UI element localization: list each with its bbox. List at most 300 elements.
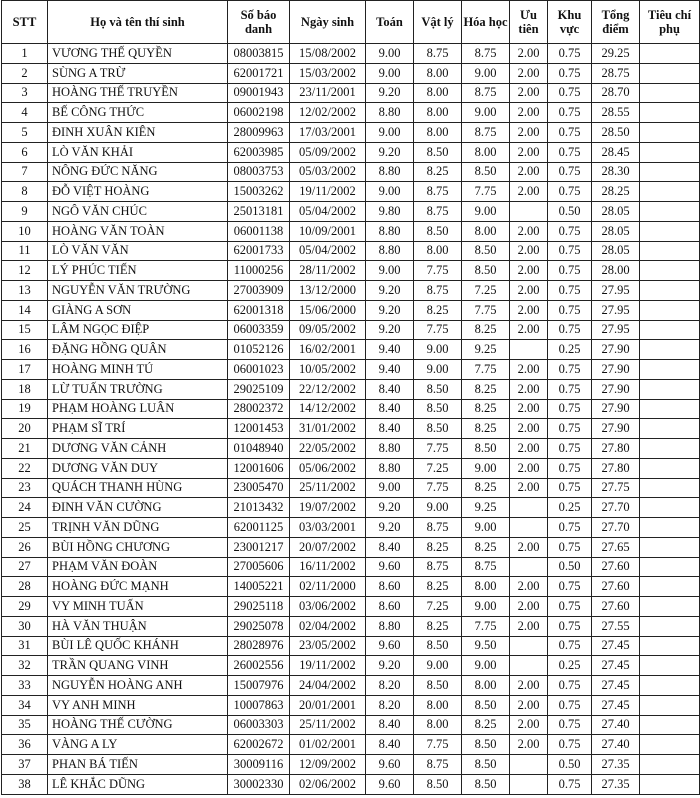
cell-khuvuc: 0.50 bbox=[548, 755, 592, 775]
header-dob: Ngày sinh bbox=[290, 1, 366, 44]
cell-name: VÀNG A LY bbox=[48, 735, 228, 755]
cell-toan: 9.00 bbox=[366, 63, 414, 83]
cell-tongdiem: 28.05 bbox=[592, 221, 640, 241]
cell-dob: 31/01/2002 bbox=[290, 419, 366, 439]
cell-sbd: 21013432 bbox=[228, 498, 290, 518]
cell-name: TRỊNH VĂN DŨNG bbox=[48, 518, 228, 538]
cell-hoahoc: 8.50 bbox=[462, 735, 510, 755]
cell-toan: 9.00 bbox=[366, 478, 414, 498]
cell-dob: 28/11/2002 bbox=[290, 261, 366, 281]
cell-tongdiem: 27.70 bbox=[592, 498, 640, 518]
cell-stt: 5 bbox=[2, 123, 48, 143]
cell-khuvuc: 0.75 bbox=[548, 577, 592, 597]
cell-dob: 05/06/2002 bbox=[290, 458, 366, 478]
cell-toan: 8.20 bbox=[366, 676, 414, 696]
cell-tieuchi bbox=[640, 715, 700, 735]
cell-tongdiem: 29.25 bbox=[592, 44, 640, 64]
cell-toan: 8.60 bbox=[366, 577, 414, 597]
cell-hoahoc: 8.75 bbox=[462, 123, 510, 143]
cell-tongdiem: 27.45 bbox=[592, 656, 640, 676]
cell-sbd: 62001733 bbox=[228, 241, 290, 261]
cell-khuvuc: 0.75 bbox=[548, 399, 592, 419]
cell-vatly: 8.75 bbox=[414, 281, 462, 301]
cell-hoahoc: 8.50 bbox=[462, 241, 510, 261]
table-row bbox=[2, 458, 700, 478]
cell-tieuchi bbox=[640, 695, 700, 715]
cell-tongdiem: 27.65 bbox=[592, 537, 640, 557]
cell-vatly: 8.50 bbox=[414, 676, 462, 696]
cell-tieuchi bbox=[640, 83, 700, 103]
cell-toan: 9.20 bbox=[366, 656, 414, 676]
cell-stt: 25 bbox=[2, 518, 48, 538]
header-hoahoc: Hóa học bbox=[462, 1, 510, 44]
cell-khuvuc: 0.25 bbox=[548, 656, 592, 676]
cell-tongdiem: 28.05 bbox=[592, 202, 640, 222]
cell-stt: 7 bbox=[2, 162, 48, 182]
cell-tieuchi bbox=[640, 202, 700, 222]
cell-dob: 24/04/2002 bbox=[290, 676, 366, 696]
cell-tongdiem: 27.90 bbox=[592, 360, 640, 380]
cell-dob: 17/03/2001 bbox=[290, 123, 366, 143]
cell-sbd: 28002372 bbox=[228, 399, 290, 419]
cell-name: HOÀNG MINH TÚ bbox=[48, 360, 228, 380]
cell-tieuchi bbox=[640, 419, 700, 439]
cell-uutien: 2.00 bbox=[510, 103, 548, 123]
cell-uutien: 2.00 bbox=[510, 478, 548, 498]
cell-tieuchi bbox=[640, 755, 700, 775]
cell-dob: 12/02/2002 bbox=[290, 103, 366, 123]
cell-hoahoc: 9.00 bbox=[462, 458, 510, 478]
cell-dob: 22/12/2002 bbox=[290, 379, 366, 399]
cell-tieuchi bbox=[640, 142, 700, 162]
cell-stt: 8 bbox=[2, 182, 48, 202]
cell-toan: 8.40 bbox=[366, 379, 414, 399]
cell-tongdiem: 28.30 bbox=[592, 162, 640, 182]
cell-tieuchi bbox=[640, 656, 700, 676]
cell-vatly: 7.75 bbox=[414, 320, 462, 340]
cell-name: HOÀNG THẾ CƯỜNG bbox=[48, 715, 228, 735]
cell-dob: 20/01/2001 bbox=[290, 695, 366, 715]
cell-vatly: 8.00 bbox=[414, 241, 462, 261]
table-row bbox=[2, 676, 700, 696]
cell-tongdiem: 27.95 bbox=[592, 281, 640, 301]
cell-vatly: 8.75 bbox=[414, 755, 462, 775]
header-khuvuc: Khu vực bbox=[548, 1, 592, 44]
table-header bbox=[2, 1, 700, 44]
cell-toan: 9.00 bbox=[366, 261, 414, 281]
cell-tieuchi bbox=[640, 162, 700, 182]
table-row bbox=[2, 557, 700, 577]
table-row bbox=[2, 755, 700, 775]
cell-tongdiem: 27.95 bbox=[592, 320, 640, 340]
cell-tongdiem: 27.45 bbox=[592, 676, 640, 696]
cell-toan: 9.20 bbox=[366, 281, 414, 301]
cell-hoahoc: 8.25 bbox=[462, 715, 510, 735]
cell-hoahoc: 8.25 bbox=[462, 419, 510, 439]
table-row bbox=[2, 715, 700, 735]
cell-name: ĐINH VĂN CƯỜNG bbox=[48, 498, 228, 518]
table-row bbox=[2, 202, 700, 222]
cell-khuvuc: 0.75 bbox=[548, 478, 592, 498]
cell-vatly: 9.00 bbox=[414, 340, 462, 360]
cell-dob: 15/06/2000 bbox=[290, 300, 366, 320]
cell-uutien: 2.00 bbox=[510, 182, 548, 202]
cell-vatly: 9.00 bbox=[414, 360, 462, 380]
cell-tieuchi bbox=[640, 458, 700, 478]
cell-toan: 8.60 bbox=[366, 597, 414, 617]
cell-hoahoc: 7.75 bbox=[462, 616, 510, 636]
table-row bbox=[2, 221, 700, 241]
cell-sbd: 01048940 bbox=[228, 439, 290, 459]
cell-khuvuc: 0.25 bbox=[548, 498, 592, 518]
cell-stt: 3 bbox=[2, 83, 48, 103]
cell-vatly: 7.25 bbox=[414, 458, 462, 478]
cell-sbd: 29025109 bbox=[228, 379, 290, 399]
cell-tieuchi bbox=[640, 241, 700, 261]
cell-toan: 9.40 bbox=[366, 360, 414, 380]
cell-khuvuc: 0.75 bbox=[548, 439, 592, 459]
cell-name: VY ANH MINH bbox=[48, 695, 228, 715]
cell-hoahoc: 8.00 bbox=[462, 577, 510, 597]
cell-uutien: 2.00 bbox=[510, 695, 548, 715]
cell-tieuchi bbox=[640, 221, 700, 241]
cell-toan: 9.80 bbox=[366, 202, 414, 222]
cell-tongdiem: 28.50 bbox=[592, 123, 640, 143]
cell-sbd: 28009963 bbox=[228, 123, 290, 143]
cell-stt: 29 bbox=[2, 597, 48, 617]
cell-stt: 4 bbox=[2, 103, 48, 123]
cell-toan: 8.80 bbox=[366, 162, 414, 182]
cell-sbd: 62002672 bbox=[228, 735, 290, 755]
cell-name: VƯƠNG THẾ QUYỀN bbox=[48, 44, 228, 64]
cell-dob: 19/07/2002 bbox=[290, 498, 366, 518]
table-row bbox=[2, 63, 700, 83]
cell-uutien: 2.00 bbox=[510, 261, 548, 281]
cell-toan: 9.00 bbox=[366, 123, 414, 143]
cell-uutien bbox=[510, 498, 548, 518]
cell-khuvuc: 0.75 bbox=[548, 597, 592, 617]
cell-dob: 03/06/2002 bbox=[290, 597, 366, 617]
header-vatly: Vật lý bbox=[414, 1, 462, 44]
cell-sbd: 06002198 bbox=[228, 103, 290, 123]
cell-hoahoc: 9.00 bbox=[462, 63, 510, 83]
cell-tongdiem: 27.80 bbox=[592, 458, 640, 478]
cell-sbd: 12001453 bbox=[228, 419, 290, 439]
cell-dob: 23/05/2002 bbox=[290, 636, 366, 656]
cell-khuvuc: 0.75 bbox=[548, 261, 592, 281]
cell-sbd: 23001217 bbox=[228, 537, 290, 557]
table-row bbox=[2, 44, 700, 64]
cell-vatly: 8.25 bbox=[414, 300, 462, 320]
cell-stt: 32 bbox=[2, 656, 48, 676]
cell-vatly: 8.50 bbox=[414, 774, 462, 794]
cell-uutien: 2.00 bbox=[510, 676, 548, 696]
cell-tieuchi bbox=[640, 63, 700, 83]
table-row bbox=[2, 399, 700, 419]
cell-sbd: 12001606 bbox=[228, 458, 290, 478]
cell-dob: 10/05/2002 bbox=[290, 360, 366, 380]
cell-sbd: 15007976 bbox=[228, 676, 290, 696]
cell-toan: 8.80 bbox=[366, 458, 414, 478]
table-row bbox=[2, 439, 700, 459]
cell-vatly: 8.00 bbox=[414, 63, 462, 83]
cell-stt: 16 bbox=[2, 340, 48, 360]
cell-uutien bbox=[510, 774, 548, 794]
cell-sbd: 30009116 bbox=[228, 755, 290, 775]
cell-tongdiem: 28.25 bbox=[592, 182, 640, 202]
cell-tieuchi bbox=[640, 537, 700, 557]
cell-stt: 10 bbox=[2, 221, 48, 241]
cell-stt: 23 bbox=[2, 478, 48, 498]
cell-sbd: 14005221 bbox=[228, 577, 290, 597]
cell-tieuchi bbox=[640, 300, 700, 320]
cell-uutien: 2.00 bbox=[510, 458, 548, 478]
cell-tieuchi bbox=[640, 123, 700, 143]
cell-uutien bbox=[510, 755, 548, 775]
cell-hoahoc: 8.25 bbox=[462, 379, 510, 399]
cell-tieuchi bbox=[640, 182, 700, 202]
cell-name: LÒ VĂN KHẢI bbox=[48, 142, 228, 162]
table-row bbox=[2, 518, 700, 538]
cell-uutien: 2.00 bbox=[510, 162, 548, 182]
cell-name: PHẠM HOÀNG LUÂN bbox=[48, 399, 228, 419]
cell-khuvuc: 0.75 bbox=[548, 162, 592, 182]
cell-name: VY MINH TUẤN bbox=[48, 597, 228, 617]
cell-dob: 09/05/2002 bbox=[290, 320, 366, 340]
cell-tongdiem: 27.45 bbox=[592, 636, 640, 656]
cell-dob: 05/03/2002 bbox=[290, 162, 366, 182]
cell-tongdiem: 28.00 bbox=[592, 261, 640, 281]
cell-stt: 30 bbox=[2, 616, 48, 636]
cell-hoahoc: 7.75 bbox=[462, 360, 510, 380]
cell-toan: 8.40 bbox=[366, 419, 414, 439]
cell-vatly: 7.75 bbox=[414, 439, 462, 459]
cell-hoahoc: 9.00 bbox=[462, 103, 510, 123]
cell-vatly: 9.00 bbox=[414, 498, 462, 518]
cell-uutien: 2.00 bbox=[510, 123, 548, 143]
cell-stt: 35 bbox=[2, 715, 48, 735]
cell-sbd: 01052126 bbox=[228, 340, 290, 360]
table-row bbox=[2, 241, 700, 261]
table-row bbox=[2, 300, 700, 320]
cell-tongdiem: 27.90 bbox=[592, 419, 640, 439]
cell-name: DƯƠNG VĂN DUY bbox=[48, 458, 228, 478]
cell-stt: 12 bbox=[2, 261, 48, 281]
cell-dob: 15/08/2002 bbox=[290, 44, 366, 64]
cell-tieuchi bbox=[640, 261, 700, 281]
cell-tieuchi bbox=[640, 774, 700, 794]
cell-uutien: 2.00 bbox=[510, 63, 548, 83]
cell-khuvuc: 0.75 bbox=[548, 123, 592, 143]
table-row bbox=[2, 616, 700, 636]
cell-toan: 8.80 bbox=[366, 439, 414, 459]
cell-name: NGUYỄN HOÀNG ANH bbox=[48, 676, 228, 696]
cell-tongdiem: 27.40 bbox=[592, 715, 640, 735]
cell-toan: 9.20 bbox=[366, 300, 414, 320]
cell-name: NGUYỄN VĂN TRƯỜNG bbox=[48, 281, 228, 301]
cell-tieuchi bbox=[640, 735, 700, 755]
table-row bbox=[2, 656, 700, 676]
cell-toan: 9.20 bbox=[366, 83, 414, 103]
cell-dob: 10/09/2001 bbox=[290, 221, 366, 241]
cell-khuvuc: 0.75 bbox=[548, 518, 592, 538]
cell-uutien: 2.00 bbox=[510, 399, 548, 419]
cell-sbd: 10007863 bbox=[228, 695, 290, 715]
cell-stt: 9 bbox=[2, 202, 48, 222]
cell-stt: 17 bbox=[2, 360, 48, 380]
cell-dob: 12/09/2002 bbox=[290, 755, 366, 775]
cell-hoahoc: 9.00 bbox=[462, 518, 510, 538]
cell-dob: 03/03/2001 bbox=[290, 518, 366, 538]
cell-dob: 16/11/2002 bbox=[290, 557, 366, 577]
cell-sbd: 11000256 bbox=[228, 261, 290, 281]
cell-hoahoc: 8.75 bbox=[462, 557, 510, 577]
cell-dob: 14/12/2002 bbox=[290, 399, 366, 419]
cell-vatly: 8.75 bbox=[414, 518, 462, 538]
cell-stt: 22 bbox=[2, 458, 48, 478]
cell-tongdiem: 27.60 bbox=[592, 577, 640, 597]
cell-name: QUÁCH THANH HÙNG bbox=[48, 478, 228, 498]
cell-tieuchi bbox=[640, 439, 700, 459]
cell-dob: 16/02/2001 bbox=[290, 340, 366, 360]
table-row bbox=[2, 577, 700, 597]
cell-toan: 8.80 bbox=[366, 241, 414, 261]
cell-hoahoc: 8.50 bbox=[462, 695, 510, 715]
cell-vatly: 8.50 bbox=[414, 379, 462, 399]
cell-tongdiem: 28.05 bbox=[592, 241, 640, 261]
cell-hoahoc: 8.50 bbox=[462, 261, 510, 281]
cell-hoahoc: 9.00 bbox=[462, 597, 510, 617]
cell-uutien bbox=[510, 656, 548, 676]
cell-hoahoc: 9.25 bbox=[462, 340, 510, 360]
header-tongdiem: Tổng điểm bbox=[592, 1, 640, 44]
cell-vatly: 8.25 bbox=[414, 616, 462, 636]
cell-tongdiem: 27.90 bbox=[592, 379, 640, 399]
cell-tongdiem: 28.70 bbox=[592, 83, 640, 103]
cell-tieuchi bbox=[640, 676, 700, 696]
cell-uutien bbox=[510, 636, 548, 656]
cell-khuvuc: 0.75 bbox=[548, 63, 592, 83]
cell-tieuchi bbox=[640, 616, 700, 636]
table-row bbox=[2, 537, 700, 557]
cell-sbd: 08003815 bbox=[228, 44, 290, 64]
header-tieuchi: Tiêu chí phụ bbox=[640, 1, 700, 44]
cell-sbd: 25013181 bbox=[228, 202, 290, 222]
cell-stt: 33 bbox=[2, 676, 48, 696]
table-row bbox=[2, 182, 700, 202]
cell-toan: 8.40 bbox=[366, 735, 414, 755]
cell-dob: 22/05/2002 bbox=[290, 439, 366, 459]
cell-name: BẾ CÔNG THỨC bbox=[48, 103, 228, 123]
cell-hoahoc: 9.00 bbox=[462, 202, 510, 222]
cell-uutien: 2.00 bbox=[510, 537, 548, 557]
cell-tieuchi bbox=[640, 320, 700, 340]
cell-tieuchi bbox=[640, 597, 700, 617]
cell-uutien: 2.00 bbox=[510, 715, 548, 735]
cell-uutien bbox=[510, 340, 548, 360]
cell-khuvuc: 0.75 bbox=[548, 419, 592, 439]
cell-stt: 31 bbox=[2, 636, 48, 656]
cell-stt: 24 bbox=[2, 498, 48, 518]
cell-khuvuc: 0.75 bbox=[548, 182, 592, 202]
cell-toan: 9.20 bbox=[366, 518, 414, 538]
cell-khuvuc: 0.50 bbox=[548, 557, 592, 577]
table-row bbox=[2, 360, 700, 380]
cell-vatly: 8.50 bbox=[414, 142, 462, 162]
cell-khuvuc: 0.25 bbox=[548, 340, 592, 360]
cell-name: HÀ VĂN THUẬN bbox=[48, 616, 228, 636]
table-row bbox=[2, 142, 700, 162]
cell-sbd: 27005606 bbox=[228, 557, 290, 577]
cell-stt: 26 bbox=[2, 537, 48, 557]
cell-tieuchi bbox=[640, 379, 700, 399]
cell-uutien: 2.00 bbox=[510, 360, 548, 380]
cell-toan: 8.40 bbox=[366, 399, 414, 419]
cell-tieuchi bbox=[640, 399, 700, 419]
cell-name: SÙNG A TRỪ bbox=[48, 63, 228, 83]
cell-tieuchi bbox=[640, 340, 700, 360]
cell-uutien: 2.00 bbox=[510, 142, 548, 162]
cell-hoahoc: 9.00 bbox=[462, 656, 510, 676]
cell-name: NGÔ VĂN CHÚC bbox=[48, 202, 228, 222]
cell-dob: 25/11/2002 bbox=[290, 715, 366, 735]
table-row bbox=[2, 597, 700, 617]
cell-hoahoc: 8.50 bbox=[462, 162, 510, 182]
cell-dob: 02/06/2002 bbox=[290, 774, 366, 794]
cell-hoahoc: 7.25 bbox=[462, 281, 510, 301]
cell-toan: 9.20 bbox=[366, 320, 414, 340]
cell-name: DƯƠNG VĂN CẢNH bbox=[48, 439, 228, 459]
table-row bbox=[2, 320, 700, 340]
cell-vatly: 8.25 bbox=[414, 162, 462, 182]
cell-toan: 9.20 bbox=[366, 498, 414, 518]
cell-dob: 15/03/2002 bbox=[290, 63, 366, 83]
cell-uutien bbox=[510, 202, 548, 222]
cell-name: PHẠM VĂN ĐOÀN bbox=[48, 557, 228, 577]
cell-stt: 37 bbox=[2, 755, 48, 775]
cell-sbd: 29025118 bbox=[228, 597, 290, 617]
cell-tieuchi bbox=[640, 44, 700, 64]
cell-sbd: 62001125 bbox=[228, 518, 290, 538]
cell-tongdiem: 27.95 bbox=[592, 300, 640, 320]
cell-khuvuc: 0.75 bbox=[548, 735, 592, 755]
cell-vatly: 8.75 bbox=[414, 182, 462, 202]
table-row bbox=[2, 123, 700, 143]
cell-uutien: 2.00 bbox=[510, 83, 548, 103]
cell-stt: 15 bbox=[2, 320, 48, 340]
cell-sbd: 62003985 bbox=[228, 142, 290, 162]
cell-toan: 8.80 bbox=[366, 221, 414, 241]
cell-khuvuc: 0.75 bbox=[548, 537, 592, 557]
cell-sbd: 27003909 bbox=[228, 281, 290, 301]
cell-name: LÒ VĂN VĂN bbox=[48, 241, 228, 261]
cell-khuvuc: 0.75 bbox=[548, 300, 592, 320]
cell-name: ĐẶNG HỒNG QUÂN bbox=[48, 340, 228, 360]
cell-dob: 13/12/2000 bbox=[290, 281, 366, 301]
cell-toan: 9.20 bbox=[366, 142, 414, 162]
table-row bbox=[2, 636, 700, 656]
table-row bbox=[2, 419, 700, 439]
cell-toan: 9.00 bbox=[366, 182, 414, 202]
cell-tongdiem: 27.60 bbox=[592, 557, 640, 577]
table-row bbox=[2, 774, 700, 794]
cell-name: HOÀNG THẾ TRUYỀN bbox=[48, 83, 228, 103]
cell-tieuchi bbox=[640, 103, 700, 123]
cell-vatly: 8.00 bbox=[414, 123, 462, 143]
cell-toan: 8.40 bbox=[366, 537, 414, 557]
cell-toan: 9.60 bbox=[366, 755, 414, 775]
cell-tongdiem: 27.80 bbox=[592, 439, 640, 459]
